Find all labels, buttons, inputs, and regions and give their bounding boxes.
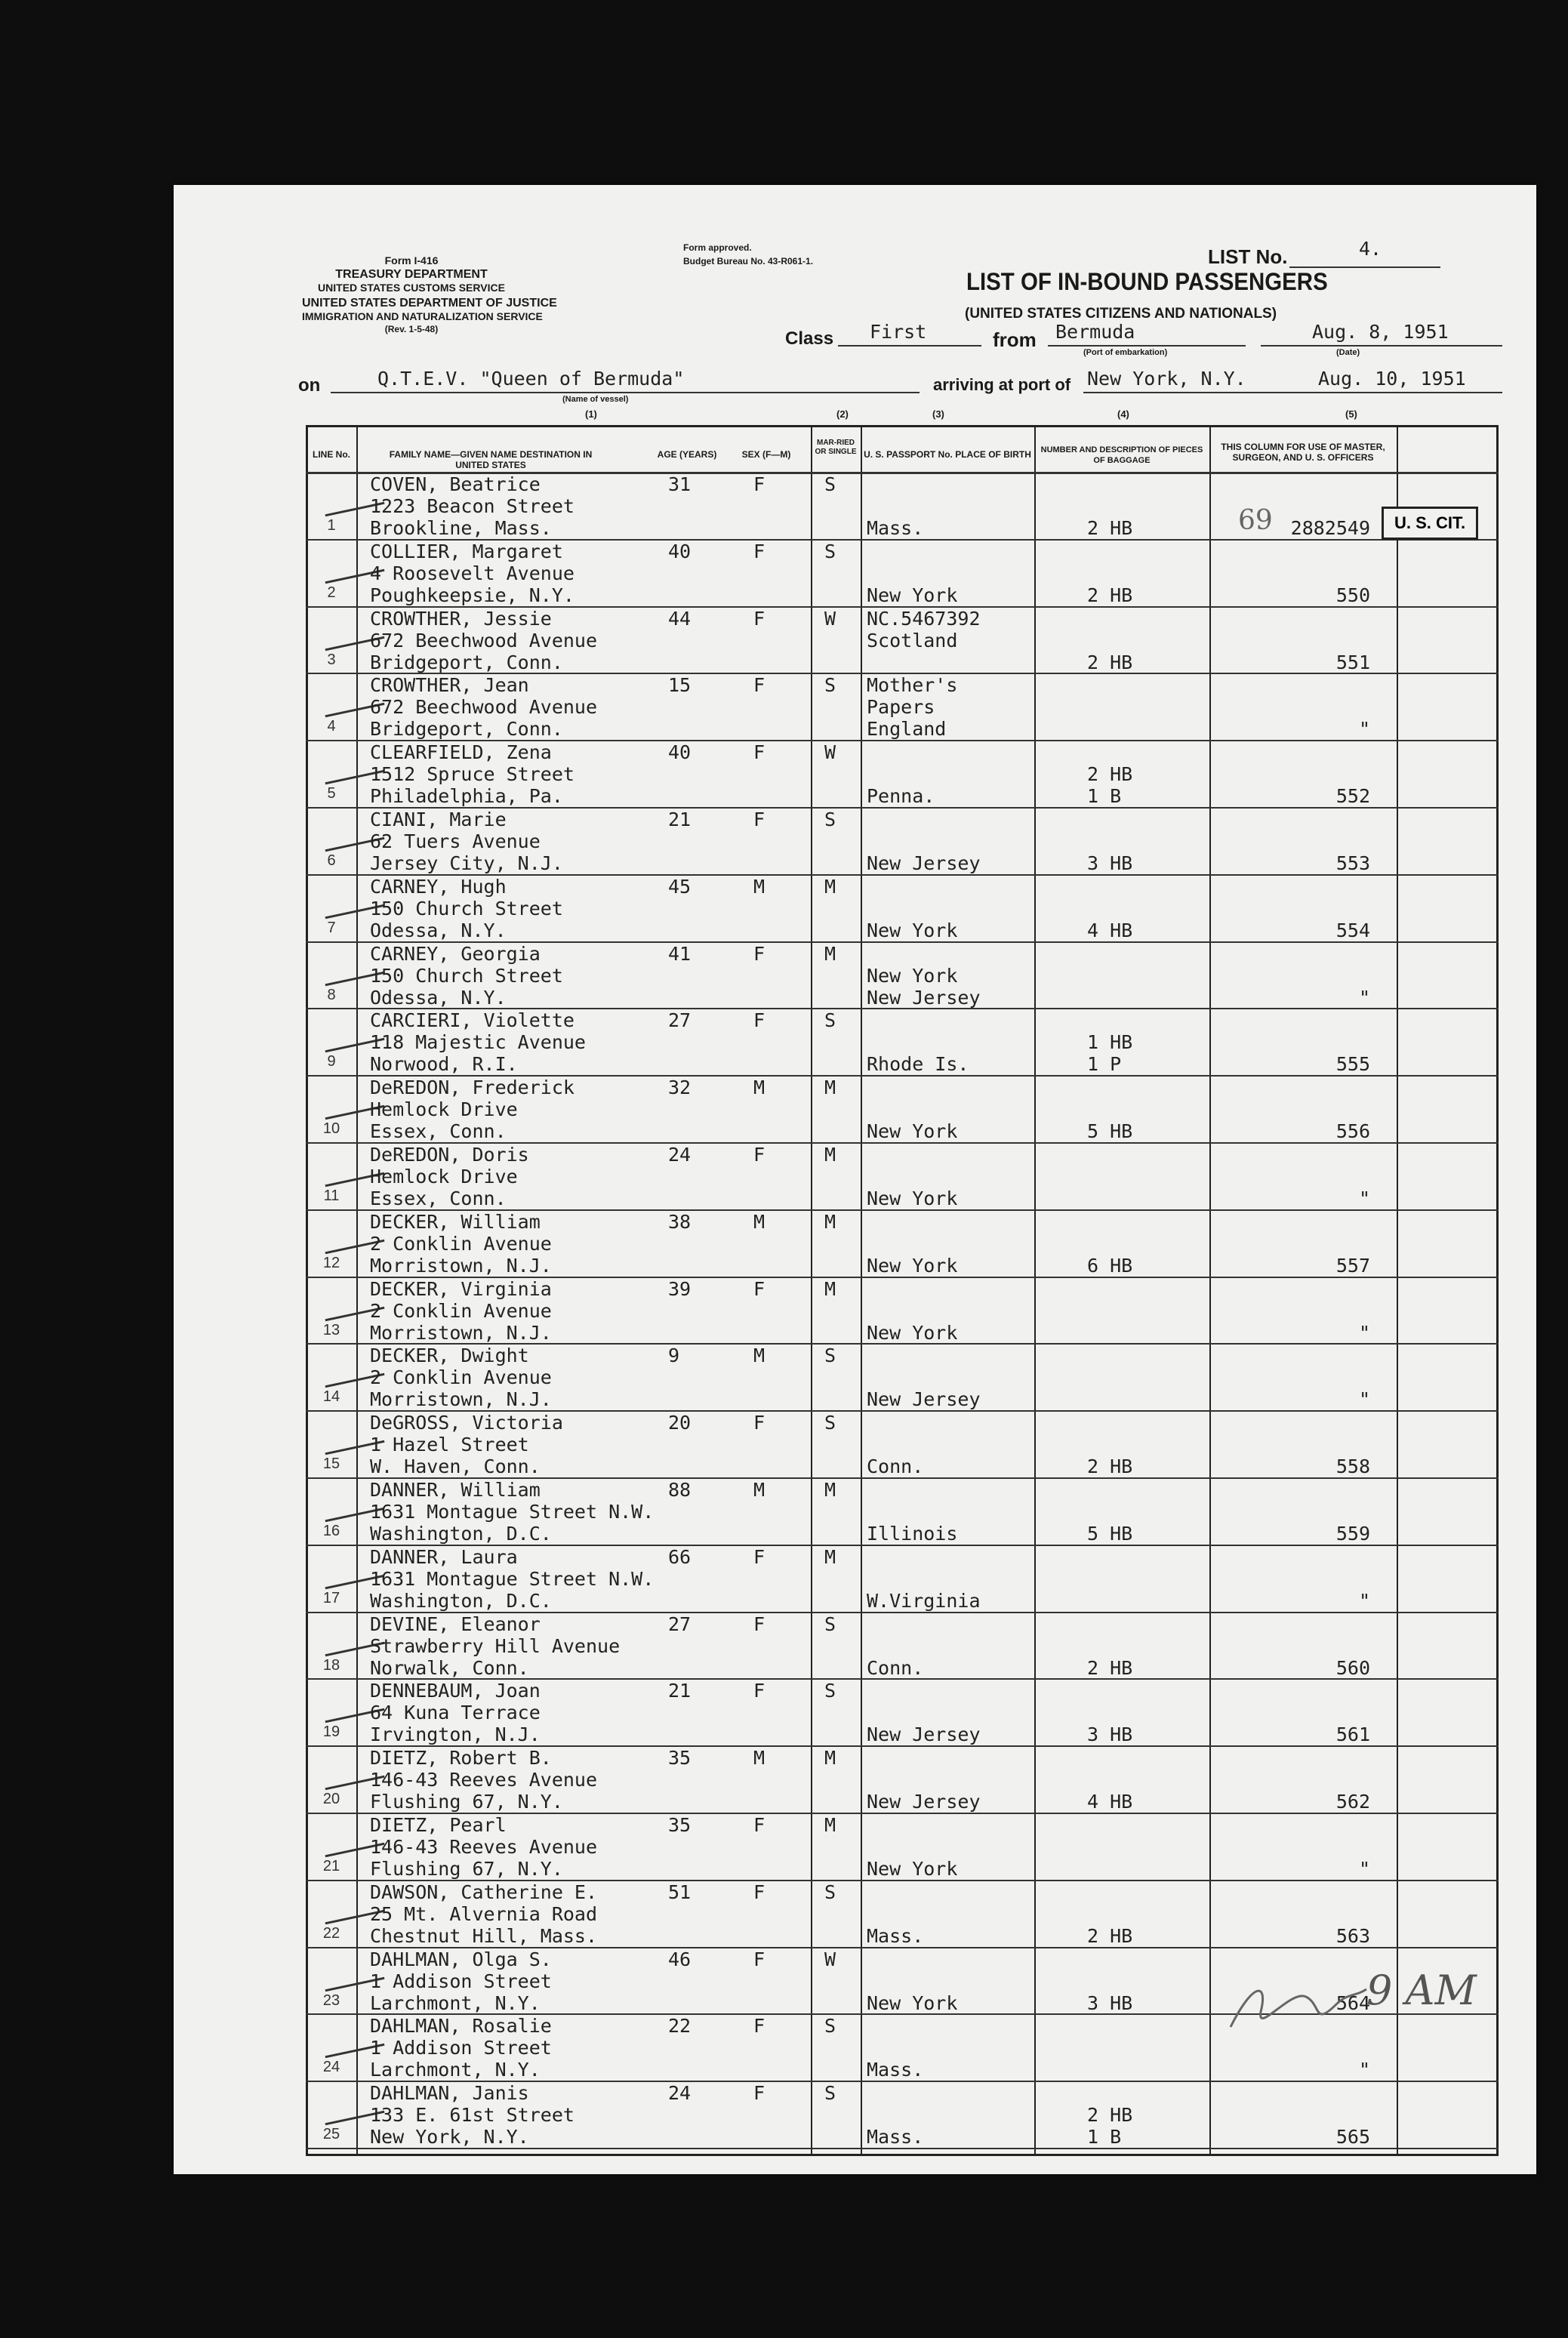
officer-number: ": [1358, 986, 1370, 1009]
passenger-age: 20: [668, 1412, 692, 1434]
passenger-address: 1631 Montague Street N.W.: [370, 1501, 655, 1523]
passport-number: NC.5467392: [867, 607, 981, 630]
marital-status: S: [824, 1613, 836, 1635]
passenger-address: 1631 Montague Street N.W.: [370, 1567, 655, 1590]
passenger-city: Jersey City, N.J.: [370, 852, 563, 874]
marital-status: S: [824, 1345, 836, 1367]
passenger-age: 21: [668, 1680, 692, 1702]
marital-status: S: [824, 2015, 836, 2038]
on-label: on: [298, 375, 321, 396]
date-label: (Date): [1336, 348, 1360, 357]
passenger-address: 64 Kuna Terrace: [370, 1702, 541, 1724]
passenger-sex: F: [753, 942, 766, 965]
signature-scrawl: [1223, 1974, 1374, 2042]
officer-number: ": [1358, 2059, 1370, 2081]
passenger-age: 9: [668, 1345, 680, 1367]
marital-status: S: [824, 1881, 836, 1903]
col-num-5: (5): [1345, 408, 1357, 420]
place-of-birth: New York: [867, 584, 958, 606]
passenger-name: DeREDON, Doris: [370, 1144, 529, 1166]
passenger-address: Hemlock Drive: [370, 1166, 518, 1187]
baggage-line-1: 1 HB: [1087, 1031, 1133, 1054]
passenger-age: 24: [668, 1144, 692, 1166]
treasury-dept: TREASURY DEPARTMENT: [335, 268, 488, 281]
passenger-city: Bridgeport, Conn.: [370, 718, 563, 741]
marital-status: M: [824, 942, 836, 965]
form-subtitle: (UNITED STATES CITIZENS AND NATIONALS): [965, 306, 1277, 322]
baggage-line-2: 2 HB: [1087, 584, 1133, 606]
place-of-birth: Illinois: [867, 1523, 958, 1545]
passenger-city: Odessa, N.Y.: [370, 986, 507, 1009]
row-line-number: 2: [327, 584, 336, 601]
passenger-name: DeGROSS, Victoria: [370, 1412, 563, 1434]
passenger-name: CROWTHER, Jean: [370, 674, 529, 697]
baggage-line-2: 4 HB: [1087, 1791, 1133, 1813]
passenger-address: 146-43 Reeves Avenue: [370, 1769, 598, 1791]
baggage-line-2: 2 HB: [1087, 1656, 1133, 1679]
passenger-address: 2 Conklin Avenue: [370, 1299, 552, 1322]
row-line-number: 17: [322, 1589, 340, 1606]
passenger-city: Norwalk, Conn.: [370, 1656, 529, 1679]
baggage-line-2: 2 HB: [1087, 517, 1133, 539]
passenger-age: 27: [668, 1613, 692, 1635]
officer-number: 553: [1335, 852, 1370, 874]
officer-number: 551: [1335, 651, 1370, 673]
row-line-number: 12: [322, 1254, 340, 1271]
passenger-name: DECKER, William: [370, 1210, 541, 1233]
passenger-sex: F: [753, 1814, 766, 1836]
baggage-line-2: 2 HB: [1087, 1455, 1133, 1478]
place-of-birth: New Jersey: [867, 852, 981, 874]
passenger-address: 2 Conklin Avenue: [370, 1366, 552, 1389]
marital-status: M: [824, 1479, 836, 1501]
baggage-line-1: 2 HB: [1087, 2104, 1133, 2127]
passenger-name: DENNEBAUM, Joan: [370, 1680, 541, 1702]
place-of-birth: New Jersey: [867, 986, 981, 1009]
immigration-service: IMMIGRATION AND NATURALIZATION SERVICE: [302, 310, 543, 322]
baggage-line-2: 5 HB: [1087, 1120, 1133, 1143]
form-title: LIST OF IN-BOUND PASSENGERS: [966, 268, 1328, 295]
marital-status: W: [824, 1948, 836, 1970]
baggage-line-2: 2 HB: [1087, 651, 1133, 673]
passenger-age: 41: [668, 942, 692, 965]
passenger-address: 2 Conklin Avenue: [370, 1232, 552, 1255]
row-line-number: 15: [322, 1455, 340, 1473]
row-line-number: 10: [322, 1120, 340, 1138]
baggage-line-2: 1 P: [1087, 1053, 1122, 1076]
row-line-number: 23: [322, 1991, 340, 2009]
passenger-name: CLEARFIELD, Zena: [370, 741, 552, 764]
row-line-number: 25: [322, 2126, 340, 2143]
officer-number: 562: [1335, 1791, 1370, 1813]
passenger-sex: F: [753, 1277, 766, 1300]
col-num-1: (1): [585, 408, 597, 420]
place-of-birth: Penna.: [867, 785, 935, 808]
marital-status: W: [824, 607, 836, 630]
passenger-age: 40: [668, 741, 692, 764]
passenger-age: 51: [668, 1881, 692, 1903]
place-of-birth: New York: [867, 1187, 958, 1209]
passenger-city: Morristown, N.J.: [370, 1254, 552, 1277]
passenger-sex: F: [753, 473, 766, 495]
row-line-number: 24: [322, 2059, 340, 2076]
passenger-age: 45: [668, 875, 692, 898]
place-of-birth: New York: [867, 1120, 958, 1143]
place-of-birth: New Jersey: [867, 1791, 981, 1813]
marital-status: M: [824, 1144, 836, 1166]
passenger-city: Larchmont, N.Y.: [370, 2059, 541, 2081]
from-value: Bermuda: [1055, 321, 1135, 343]
passenger-sex: F: [753, 540, 766, 562]
passenger-sex: F: [753, 741, 766, 764]
passenger-sex: M: [753, 1747, 766, 1770]
passenger-name: DECKER, Virginia: [370, 1277, 552, 1300]
passenger-name: DIETZ, Pearl: [370, 1814, 507, 1836]
passenger-address: 62 Tuers Avenue: [370, 830, 541, 852]
passenger-age: 35: [668, 1814, 692, 1836]
baggage-line-2: 5 HB: [1087, 1523, 1133, 1545]
arriving-label: arriving at port of: [933, 375, 1071, 394]
passenger-name: DAHLMAN, Olga S.: [370, 1948, 552, 1970]
officer-number: ": [1358, 1858, 1370, 1880]
passenger-sex: F: [753, 1881, 766, 1903]
passenger-city: Morristown, N.J.: [370, 1321, 552, 1344]
passenger-age: 46: [668, 1948, 692, 1970]
place-of-birth: Mass.: [867, 1924, 924, 1947]
passenger-city: Washington, D.C.: [370, 1589, 552, 1612]
passenger-name: DAWSON, Catherine E.: [370, 1881, 598, 1903]
passenger-name: DeREDON, Frederick: [370, 1077, 575, 1099]
col-num-3: (3): [932, 408, 944, 420]
place-of-birth: W.Virginia: [867, 1589, 981, 1612]
passenger-address: 1 Addison Street: [370, 1970, 552, 1992]
budget-bureau: Budget Bureau No. 43-R061-1.: [683, 256, 814, 266]
us-citizen-stamp: U. S. CIT.: [1382, 507, 1478, 540]
row-line-number: 1: [327, 517, 336, 534]
passenger-city: Poughkeepsie, N.Y.: [370, 584, 575, 606]
passenger-sex: F: [753, 1613, 766, 1635]
passenger-address: 672 Beechwood Avenue: [370, 629, 598, 651]
passenger-age: 44: [668, 607, 692, 630]
passenger-city: Philadelphia, Pa.: [370, 785, 563, 808]
passenger-sex: F: [753, 674, 766, 697]
marital-status: M: [824, 1277, 836, 1300]
marital-status: M: [824, 1814, 836, 1836]
passenger-age: 15: [668, 674, 692, 697]
passenger-age: 66: [668, 1545, 692, 1568]
passenger-name: CROWTHER, Jessie: [370, 607, 552, 630]
baggage-line-2: 6 HB: [1087, 1254, 1133, 1277]
passenger-name: DIETZ, Robert B.: [370, 1747, 552, 1770]
arrival-date: Aug. 10, 1951: [1318, 368, 1466, 390]
passenger-city: Flushing 67, N.Y.: [370, 1791, 563, 1813]
passenger-sex: M: [753, 1345, 766, 1367]
row-line-number: 20: [322, 1791, 340, 1808]
passenger-city: Chestnut Hill, Mass.: [370, 1924, 598, 1947]
passport-number: Mother's: [867, 674, 958, 697]
place-of-birth: New York: [867, 1858, 958, 1880]
passenger-age: 39: [668, 1277, 692, 1300]
officer-number: 561: [1335, 1723, 1370, 1746]
officer-number: 2882549: [1290, 517, 1370, 539]
list-no-label: LIST No.: [1208, 245, 1288, 268]
passenger-sex: F: [753, 2082, 766, 2105]
baggage-line-2: 3 HB: [1087, 852, 1133, 874]
vessel-name: Q.T.E.V. "Queen of Bermuda": [377, 368, 685, 390]
row-line-number: 14: [322, 1388, 340, 1406]
passenger-sex: F: [753, 607, 766, 630]
col-header-line: LINE No.: [313, 449, 350, 460]
place-of-birth: New Jersey: [867, 1723, 981, 1746]
row-line-number: 19: [322, 1723, 340, 1741]
form-approved: Form approved.: [683, 242, 752, 253]
passenger-age: 32: [668, 1077, 692, 1099]
passenger-age: 24: [668, 2082, 692, 2105]
passport-line-2: New York: [867, 964, 958, 987]
row-line-number: 22: [322, 1924, 340, 1942]
arrival-port: New York, N.Y.: [1087, 368, 1246, 390]
marital-status: S: [824, 809, 836, 830]
officer-number: 557: [1335, 1254, 1370, 1277]
baggage-line-2: 1 B: [1087, 785, 1122, 808]
passenger-name: DECKER, Dwight: [370, 1345, 529, 1367]
marital-status: M: [824, 1210, 836, 1233]
passport-line-2: Scotland: [867, 629, 958, 651]
passenger-sex: F: [753, 1948, 766, 1970]
passenger-address: Strawberry Hill Avenue: [370, 1634, 621, 1657]
passenger-address: Hemlock Drive: [370, 1098, 518, 1121]
place-of-birth: New York: [867, 1254, 958, 1277]
officer-number: 560: [1335, 1656, 1370, 1679]
passenger-age: 22: [668, 2015, 692, 2038]
passenger-city: Odessa, N.Y.: [370, 919, 507, 941]
col-header-sex: SEX (F—M): [741, 449, 791, 460]
place-of-birth: Mass.: [867, 2059, 924, 2081]
place-of-birth: Rhode Is.: [867, 1053, 969, 1076]
officer-signature: 9 AM: [1366, 1967, 1477, 2014]
row-line-number: 7: [327, 919, 336, 936]
marital-status: M: [824, 1545, 836, 1568]
passenger-city: Brookline, Mass.: [370, 517, 552, 539]
passenger-address: 4 Roosevelt Avenue: [370, 562, 575, 584]
passenger-name: CIANI, Marie: [370, 809, 507, 830]
marital-status: S: [824, 1680, 836, 1702]
col-header-baggage: NUMBER AND DESCRIPTION OF PIECES OF BAGGAGE: [1040, 445, 1203, 465]
passenger-name: DAHLMAN, Janis: [370, 2082, 529, 2105]
passenger-age: 21: [668, 809, 692, 830]
marital-status: S: [824, 473, 836, 495]
passenger-address: 1223 Beacon Street: [370, 495, 575, 517]
passenger-sex: M: [753, 1077, 766, 1099]
place-of-birth: New York: [867, 919, 958, 941]
form-number: Form I-416: [384, 254, 439, 266]
passenger-city: Irvington, N.J.: [370, 1723, 541, 1746]
port-embarkation-label: (Port of embarkation): [1083, 348, 1168, 357]
passenger-age: 31: [668, 473, 692, 495]
passenger-sex: M: [753, 875, 766, 898]
officer-number: ": [1358, 718, 1370, 741]
passenger-name: DEVINE, Eleanor: [370, 1613, 541, 1635]
passenger-age: 38: [668, 1210, 692, 1233]
row-line-number: 9: [327, 1053, 336, 1070]
passenger-name: DAHLMAN, Rosalie: [370, 2015, 552, 2038]
marital-status: S: [824, 540, 836, 562]
passenger-address: 1 Hazel Street: [370, 1434, 529, 1456]
passenger-age: 88: [668, 1479, 692, 1501]
passenger-city: New York, N.Y.: [370, 2126, 529, 2149]
officer-number: 563: [1335, 1924, 1370, 1947]
row-line-number: 8: [327, 986, 336, 1003]
marital-status: M: [824, 875, 836, 898]
passenger-address: 133 E. 61st Street: [370, 2104, 575, 2127]
officer-number: 564: [1335, 1991, 1370, 2014]
baggage-line-2: 2 HB: [1087, 1924, 1133, 1947]
passenger-city: Flushing 67, N.Y.: [370, 1858, 563, 1880]
passenger-sex: F: [753, 1680, 766, 1702]
passenger-city: Morristown, N.J.: [370, 1388, 552, 1411]
row-line-number: 5: [327, 785, 336, 802]
passenger-city: Essex, Conn.: [370, 1187, 507, 1209]
list-no-value: 4.: [1359, 238, 1382, 260]
baggage-line-2: 3 HB: [1087, 1723, 1133, 1746]
col-header-name: FAMILY NAME—GIVEN NAME DESTINATION IN UNITED STATES: [389, 449, 593, 470]
officer-number: 558: [1335, 1455, 1370, 1478]
passenger-address: 146-43 Reeves Avenue: [370, 1836, 598, 1858]
baggage-line-1: 2 HB: [1087, 763, 1133, 786]
officer-number: 550: [1335, 584, 1370, 606]
row-line-number: 18: [322, 1656, 340, 1674]
passenger-address: 150 Church Street: [370, 897, 563, 919]
passenger-sex: F: [753, 1144, 766, 1166]
passenger-age: 27: [668, 1009, 692, 1032]
row-line-number: 3: [327, 651, 336, 668]
row-line-number: 13: [322, 1321, 340, 1338]
justice-dept: UNITED STATES DEPARTMENT OF JUSTICE: [302, 297, 557, 310]
officer-number: 565: [1335, 2126, 1370, 2149]
place-of-birth: Mass.: [867, 517, 924, 539]
passenger-address: 672 Beechwood Avenue: [370, 696, 598, 719]
handwritten-number: 69: [1238, 505, 1273, 536]
passenger-city: Larchmont, N.Y.: [370, 1991, 541, 2014]
passenger-sex: F: [753, 809, 766, 830]
passenger-name: DANNER, Laura: [370, 1545, 518, 1568]
passenger-address: 1 Addison Street: [370, 2037, 552, 2059]
officer-number: ": [1358, 1589, 1370, 1612]
col-header-officers: THIS COLUMN FOR USE OF MASTER, SURGEON, AND U. S. OFFICERS: [1221, 442, 1385, 463]
form-page: [174, 185, 1536, 2174]
passenger-sex: M: [753, 1479, 766, 1501]
passenger-address: 25 Mt. Alvernia Road: [370, 1902, 598, 1925]
passenger-address: 118 Majestic Avenue: [370, 1031, 586, 1054]
marital-status: S: [824, 674, 836, 697]
passenger-name: CARCIERI, Violette: [370, 1009, 575, 1032]
departure-date: Aug. 8, 1951: [1312, 321, 1449, 343]
class-label: Class: [785, 328, 834, 349]
officer-number: 555: [1335, 1053, 1370, 1076]
place-of-birth: New York: [867, 1991, 958, 2014]
place-of-birth: England: [867, 718, 947, 741]
row-line-number: 16: [322, 1523, 340, 1539]
passenger-name: COLLIER, Margaret: [370, 540, 563, 562]
passport-line-2: Papers: [867, 696, 935, 719]
passenger-name: DANNER, William: [370, 1479, 541, 1501]
customs-service: UNITED STATES CUSTOMS SERVICE: [318, 282, 505, 294]
class-value: First: [870, 321, 927, 343]
baggage-line-2: 4 HB: [1087, 919, 1133, 941]
col-header-age: AGE (YEARS): [657, 449, 717, 460]
marital-status: W: [824, 741, 836, 764]
place-of-birth: Conn.: [867, 1656, 924, 1679]
from-label: from: [993, 328, 1037, 351]
passenger-age: 40: [668, 540, 692, 562]
officer-number: 556: [1335, 1120, 1370, 1143]
vessel-name-label: (Name of vessel): [562, 395, 629, 404]
passenger-sex: F: [753, 2015, 766, 2038]
officer-number: 554: [1335, 919, 1370, 941]
officer-number: 552: [1335, 785, 1370, 808]
row-line-number: 4: [327, 718, 336, 735]
col-header-married: MAR-RIED OR SINGLE: [815, 439, 857, 456]
passenger-city: Bridgeport, Conn.: [370, 651, 563, 673]
col-header-passport: U. S. PASSPORT No. PLACE OF BIRTH: [864, 449, 1031, 460]
officer-number: ": [1358, 1388, 1370, 1411]
marital-status: M: [824, 1747, 836, 1770]
officer-number: ": [1358, 1321, 1370, 1344]
row-line-number: 11: [323, 1187, 340, 1204]
row-line-number: 6: [327, 852, 336, 869]
marital-status: S: [824, 1412, 836, 1434]
marital-status: S: [824, 2082, 836, 2105]
passenger-name: COVEN, Beatrice: [370, 473, 541, 495]
col-num-4: (4): [1117, 408, 1129, 420]
revision-date: (Rev. 1-5-48): [384, 324, 439, 334]
passenger-sex: F: [753, 1009, 766, 1032]
place-of-birth: Mass.: [867, 2126, 924, 2149]
passenger-sex: F: [753, 1545, 766, 1568]
passenger-city: Norwood, R.I.: [370, 1053, 518, 1076]
baggage-line-2: 1 B: [1087, 2126, 1122, 2149]
passenger-address: 1512 Spruce Street: [370, 763, 575, 786]
place-of-birth: New Jersey: [867, 1388, 981, 1411]
baggage-line-2: 3 HB: [1087, 1991, 1133, 2014]
col-num-2: (2): [836, 408, 849, 420]
marital-status: M: [824, 1077, 836, 1099]
passenger-city: W. Haven, Conn.: [370, 1455, 541, 1478]
officer-number: ": [1358, 1187, 1370, 1209]
passenger-address: 150 Church Street: [370, 964, 563, 987]
passenger-age: 35: [668, 1747, 692, 1770]
place-of-birth: Conn.: [867, 1455, 924, 1478]
officer-number: 559: [1335, 1523, 1370, 1545]
passenger-name: CARNEY, Georgia: [370, 942, 541, 965]
row-divider: [306, 2148, 1499, 2149]
passenger-city: Washington, D.C.: [370, 1523, 552, 1545]
marital-status: S: [824, 1009, 836, 1032]
passenger-sex: F: [753, 1412, 766, 1434]
row-line-number: 21: [322, 1858, 340, 1874]
passenger-name: CARNEY, Hugh: [370, 875, 507, 898]
passenger-sex: M: [753, 1210, 766, 1233]
place-of-birth: New York: [867, 1321, 958, 1344]
passenger-city: Essex, Conn.: [370, 1120, 507, 1143]
